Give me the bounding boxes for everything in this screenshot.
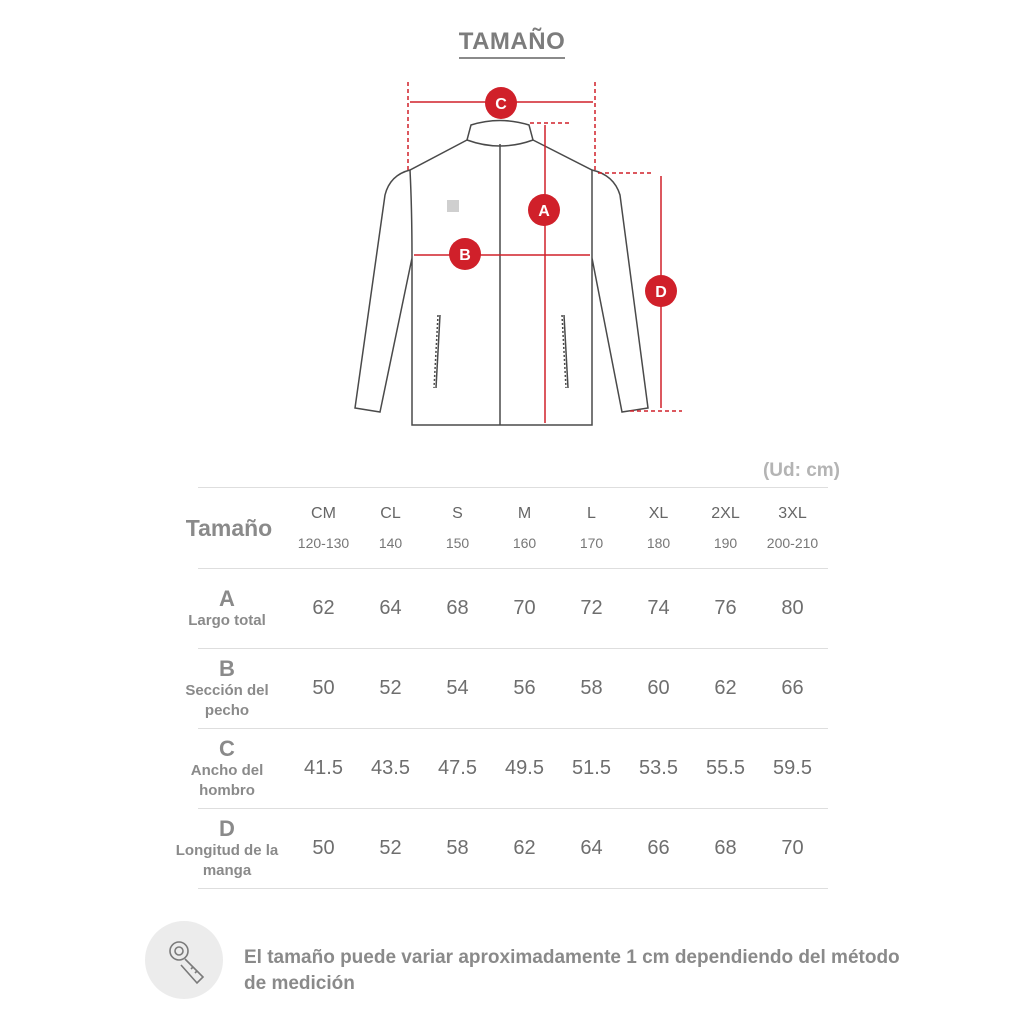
table-cell: 50 <box>312 837 335 859</box>
size-table <box>175 487 828 889</box>
table-cell: 59.5 <box>773 757 812 779</box>
size-height: 160 <box>512 535 537 551</box>
size-column-header <box>625 505 692 551</box>
table-cell: 55.5 <box>706 757 745 779</box>
size-height: 170 <box>579 535 604 551</box>
size-column-header <box>558 505 625 551</box>
table-cell: 68 <box>446 597 469 619</box>
jacket-outline <box>355 121 648 426</box>
table-cell: 52 <box>379 837 402 859</box>
table-cell: 64 <box>379 597 402 619</box>
size-column-header <box>357 505 424 551</box>
table-cell: 68 <box>714 837 737 859</box>
table-row <box>188 568 828 648</box>
table-cell: 60 <box>647 677 670 699</box>
row-label <box>164 657 290 721</box>
size-column-header <box>759 505 826 551</box>
table-header-row <box>185 487 828 568</box>
size-columns <box>290 505 826 551</box>
row-name: Sección del pecho <box>185 681 269 719</box>
brand-logo <box>447 200 459 212</box>
size-code: 3XL <box>778 505 807 522</box>
table-cell: 58 <box>446 837 469 859</box>
table-cell: 76 <box>714 597 737 619</box>
header-label: Tamaño <box>185 514 273 541</box>
row-letter: C <box>219 735 235 761</box>
label-b: B <box>459 247 471 264</box>
table-cell: 47.5 <box>438 757 477 779</box>
size-column-header <box>491 505 558 551</box>
label-c: C <box>495 96 507 113</box>
table-cell: 51.5 <box>572 757 611 779</box>
size-code: L <box>587 505 596 522</box>
table-cell: 43.5 <box>371 757 410 779</box>
row-letter: D <box>219 815 235 841</box>
size-column-header <box>424 505 491 551</box>
table-cell: 50 <box>312 677 335 699</box>
table-cell: 49.5 <box>505 757 544 779</box>
row-label <box>164 587 290 631</box>
table-row <box>190 728 828 808</box>
table-cell: 56 <box>513 677 536 699</box>
size-height: 200-210 <box>766 535 819 551</box>
table-cell: 74 <box>647 597 670 619</box>
row-name: Longitud de la manga <box>175 841 279 879</box>
table-cell: 70 <box>781 837 804 859</box>
size-column-header <box>692 505 759 551</box>
table-cell: 52 <box>379 677 402 699</box>
table-row <box>185 648 828 728</box>
table-cell: 62 <box>513 837 536 859</box>
size-height: 140 <box>378 535 403 551</box>
table-cell: 62 <box>312 597 335 619</box>
size-code: M <box>517 505 532 522</box>
size-code: S <box>452 505 463 522</box>
row-name: Ancho del hombro <box>190 761 264 799</box>
jacket-diagram <box>330 70 700 440</box>
label-d: D <box>655 284 667 301</box>
size-code: XL <box>648 505 669 522</box>
table-cell: 70 <box>513 597 536 619</box>
table-cell: 80 <box>781 597 804 619</box>
size-code: CM <box>311 505 336 522</box>
table-cell: 66 <box>647 837 670 859</box>
row-letter: B <box>219 655 235 681</box>
table-cell: 53.5 <box>639 757 678 779</box>
size-height: 180 <box>646 535 671 551</box>
size-code: CL <box>380 505 401 522</box>
row-name: Largo total <box>188 611 266 629</box>
size-height: 150 <box>445 535 470 551</box>
table-cell: 62 <box>714 677 737 699</box>
unit-label: (Ud: cm) <box>762 460 840 481</box>
row-label <box>164 817 290 881</box>
row-letter: A <box>219 585 235 611</box>
table-cell: 41.5 <box>304 757 343 779</box>
measurement-note: El tamaño puede variar aproximadamente 1 cm dependiendo del método de medición <box>244 947 900 994</box>
table-cell: 72 <box>580 597 603 619</box>
table-cell: 64 <box>580 837 603 859</box>
size-height: 120-130 <box>297 535 350 551</box>
table-cell: 58 <box>580 677 603 699</box>
row-label <box>164 737 290 801</box>
table-cell: 54 <box>446 677 469 699</box>
size-code: 2XL <box>711 505 740 522</box>
measuring-tape-icon <box>145 921 223 999</box>
table-row <box>175 808 828 889</box>
table-cell: 66 <box>781 677 804 699</box>
label-a: A <box>538 203 550 220</box>
page-title: TAMAÑO <box>0 28 1024 56</box>
size-height: 190 <box>713 535 738 551</box>
size-column-header <box>290 505 357 551</box>
